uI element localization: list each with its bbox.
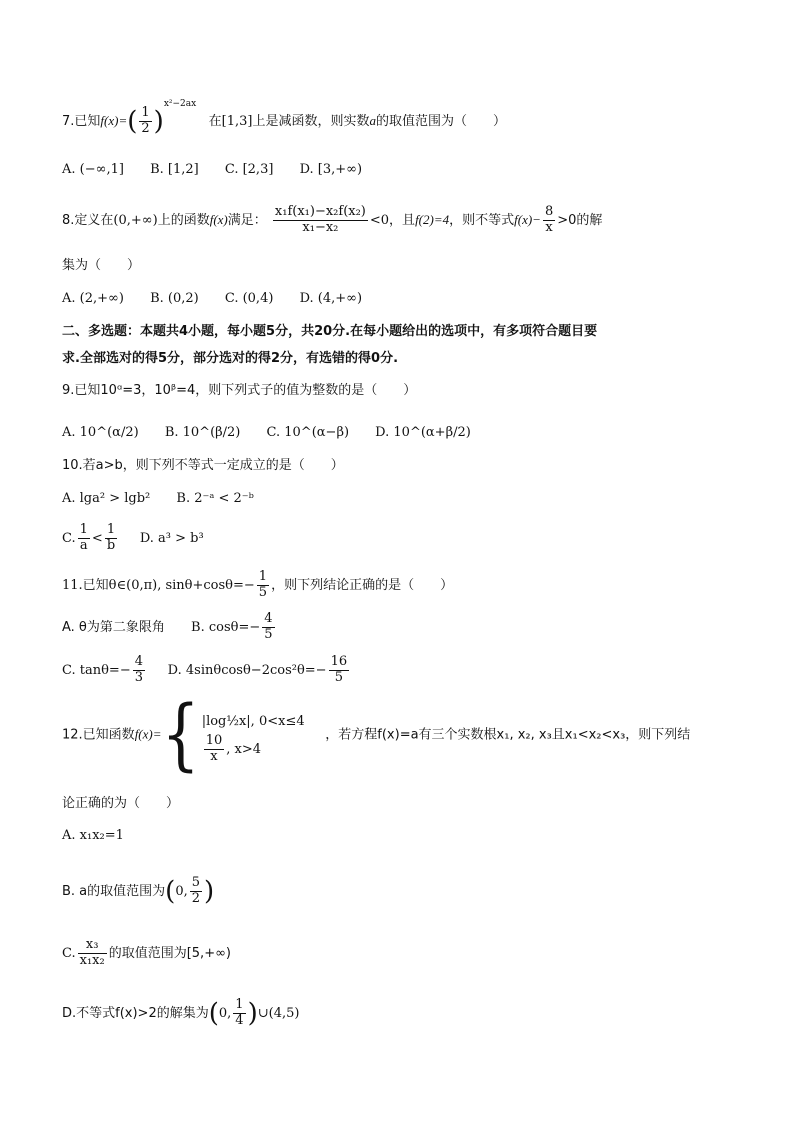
q12-piece1: |log½x|, 0<x≤4 (201, 713, 305, 729)
q10-c-n2: 1 (105, 523, 117, 539)
q11-option-d-lead: D. 4sinθcosθ−2cos²θ=− (167, 662, 327, 678)
q10-c-d2: b (106, 537, 116, 553)
section2-heading-line1: 二、多选题：本题共4小题，每小题5分，共20分.在每小题给出的选项中，有多项符合题目要 (62, 324, 598, 339)
q12-tail: ，若方程f(x)=a有三个实数根x₁, x₂, x₃且x₁<x₂<x₃，则下列结 (325, 727, 691, 743)
q12-b-num: 5 (191, 875, 200, 890)
q11-d-den: 5 (334, 669, 343, 685)
q7-option-c: C. [2,3] (224, 162, 274, 177)
q8-ineq-den: x (545, 219, 553, 235)
q8-option-b: B. (0,2) (150, 291, 199, 306)
q8-ineq-tail: >0的解 (557, 212, 603, 228)
q11-b-frac (262, 612, 274, 643)
q11-lead: 11.已知θ∈(0,π), sinθ+cosθ=− (62, 577, 255, 593)
q7-fx: f(x)= (100, 112, 128, 128)
q9-option-a: A. 10^(α/2) (62, 425, 139, 440)
q11-b-num: 4 (264, 611, 273, 626)
q12-option-b (62, 876, 214, 907)
q12-d-lead: D.不等式f(x)>2的解集为 (62, 1005, 209, 1021)
q12-c-frac (78, 938, 107, 969)
section2-heading-line2: 求.全部选对的得5分，部分选对的得2分，有选错的得0分. (62, 351, 399, 366)
q8-frac-den: x₁−x₂ (302, 219, 339, 235)
q12-piece2-den: x (210, 748, 218, 764)
q11-den: 5 (258, 584, 268, 600)
q12-piece2-frac (204, 734, 225, 765)
q11-c-den: 3 (134, 669, 143, 685)
q10-option-d: D. a³ > b³ (139, 530, 204, 546)
q10-c-n1: 1 (79, 522, 88, 537)
paren-right: ) (247, 998, 258, 1029)
q12-option-d (62, 998, 299, 1029)
q8-lead: 8.定义在 (62, 212, 114, 228)
q9-option-d: D. 10^(α+β/2) (375, 425, 471, 440)
q12-d-pre: 0, (218, 1005, 232, 1021)
q12-b-den: 2 (191, 890, 200, 906)
q11-option-b-lead: B. cosθ=− (191, 619, 261, 635)
q7-mid: 在 (208, 113, 222, 129)
q11-stem (62, 570, 453, 601)
q8-cond-frac (273, 205, 368, 236)
q12-c-num: x₃ (78, 938, 107, 954)
q7-option-a: A. (−∞,1] (62, 162, 124, 177)
q8-mid: 上的函数 (157, 212, 210, 228)
q12-piece2 (202, 732, 305, 764)
q7-half-den: 2 (141, 120, 150, 136)
paren-right: ) (153, 106, 164, 137)
q12-d-tail: ∪(4,5) (257, 1005, 300, 1021)
q7-lead: 7.已知 (62, 113, 101, 129)
q8-line2: 集为（ ） (62, 258, 141, 273)
q12-d-frac (233, 998, 245, 1029)
q7-exponent: x²−2ax (163, 98, 197, 109)
q11-options-cd (62, 655, 351, 686)
q8-ineq-lead: ，则不等式 (449, 212, 515, 228)
q8-cond: <0，且 (369, 212, 416, 228)
q12-piecewise (202, 707, 305, 763)
q8-option-a: A. (2,+∞) (62, 291, 124, 306)
q10-option-b: B. 2⁻ᵃ < 2⁻ᵇ (176, 491, 254, 506)
q9-options (62, 426, 493, 439)
q10-c-frac1 (78, 523, 90, 554)
paren-right: ) (204, 876, 215, 907)
q12-option-c (62, 938, 231, 969)
q12-option-a: A. x₁x₂=1 (62, 828, 124, 843)
q8-frac-num: x₁f(x₁)−x₂f(x₂) (274, 204, 366, 219)
q11-num: 1 (258, 569, 268, 584)
q7-interval: [1,3] (221, 113, 253, 129)
q7-stem (62, 98, 506, 137)
q10-stem: 10.若a>b，则下列不等式一定成立的是（ ） (62, 458, 344, 473)
q8-ineq-num: 8 (544, 204, 554, 219)
q8-domain: (0,+∞) (113, 212, 158, 228)
q11-options-ab (62, 612, 277, 643)
q11-d-num: 16 (330, 654, 348, 669)
q9-option-c: C. 10^(α−β) (266, 425, 350, 440)
paren-left: ( (127, 106, 138, 137)
q12-brace: { (161, 689, 200, 781)
q11-d-frac (329, 655, 350, 686)
q12-c-lead: C. (62, 945, 76, 961)
q12-c-tail: 的取值范围为[5,+∞) (108, 945, 231, 961)
q7-half-num: 1 (141, 105, 150, 120)
q12-b-lead: B. a的取值范围为 (62, 883, 166, 899)
q10-option-a: A. lga² > lgb² (62, 491, 151, 506)
q12-d-den: 4 (235, 1012, 244, 1028)
q8-f2: f(2)=4 (415, 211, 450, 227)
q8-option-d: D. (4,+∞) (299, 291, 363, 306)
q12-piece2-num: 10 (205, 732, 223, 748)
q12-piece2-tail: , x>4 (226, 741, 261, 757)
q11-frac (257, 570, 269, 601)
q11-tail: ，则下列结论正确的是（ ） (271, 577, 454, 593)
q8-ineq-frac (543, 205, 555, 236)
q7-tail: 上是减函数，则实数 (252, 113, 370, 129)
q12-c-den: x₁x₂ (79, 952, 105, 968)
q11-c-num: 4 (134, 654, 143, 669)
q12-lead: 12.已知函数 (62, 727, 135, 743)
q7-var-a: a (369, 112, 376, 128)
q7-tail2: 的取值范围为（ ） (375, 113, 506, 129)
q9-stem: 9.已知10ᵅ=3，10ᵝ=4，则下列式子的值为整数的是（ ） (62, 383, 417, 398)
q7-half-frac (139, 106, 151, 137)
q8-fx: f(x) (209, 211, 228, 227)
q10-options-cd (62, 523, 204, 554)
q11-option-c-lead: C. tanθ=− (62, 662, 131, 678)
q10-option-c-lead: C. (62, 530, 76, 546)
q8-satisfy: 满足： (227, 212, 267, 228)
q10-c-lt: < (91, 530, 103, 546)
q8-stem (62, 205, 602, 236)
q10-c-d1: a (79, 537, 88, 553)
paren-left: ( (165, 876, 176, 907)
q9-option-b: B. 10^(β/2) (164, 425, 241, 440)
q10-options-ab (62, 492, 276, 505)
paren-left: ( (208, 998, 219, 1029)
q11-c-frac (133, 655, 145, 686)
q12-fx: f(x)= (134, 726, 162, 742)
q12-b-frac (190, 876, 202, 907)
q7-options (62, 163, 384, 176)
q11-b-den: 5 (264, 626, 273, 642)
q8-ineq-fx: f(x)− (514, 211, 541, 227)
q11-option-a: A. θ为第二象限角 (62, 619, 165, 635)
q8-option-c: C. (0,4) (224, 291, 274, 306)
q12-stem (62, 689, 691, 781)
q12-line2: 论正确的为（ ） (62, 796, 180, 811)
q8-options (62, 292, 384, 305)
q10-c-frac2 (105, 523, 117, 554)
q12-d-num: 1 (235, 997, 244, 1012)
q7-option-d: D. [3,+∞) (299, 162, 363, 177)
q12-b-pre: 0, (175, 883, 188, 899)
q7-option-b: B. [1,2] (150, 162, 199, 177)
